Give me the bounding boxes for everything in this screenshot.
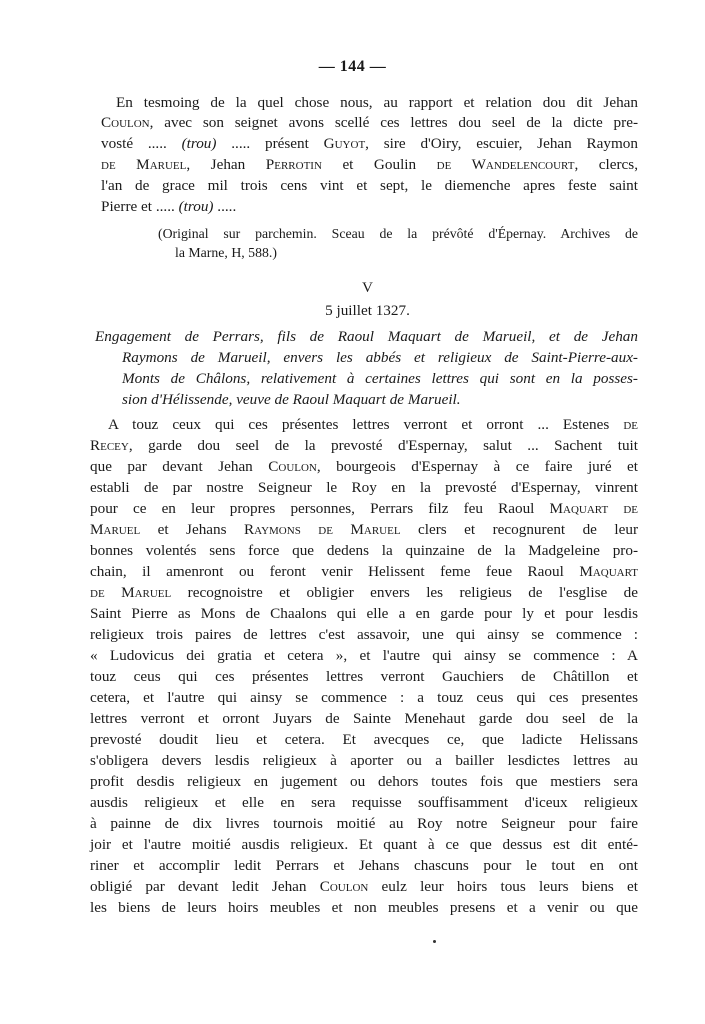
text-line: de Maruel, Jehan Perrotin et Goulin de Wandelencourt, clercs, — [101, 156, 638, 173]
text-line: « Ludovicus dei gratia et cetera », et l'autre qui ainsy se commence : A — [90, 647, 638, 664]
summary-line: Engagement de Perrars, fils de Raoul Maquart de Marueil, et de Jehan — [95, 328, 638, 345]
section-date: 5 juillet 1327. — [325, 302, 410, 319]
text-line: riner et accomplir ledit Perrars et Jehans chascuns pour le tout en ont — [90, 857, 638, 874]
text-line: Coulon, avec son seignet avons scellé ces lettres dou seel de la dicte pre- — [101, 114, 638, 131]
text-line: de Maruel recognoistre et obligier envers les religieus de l'esglise de — [90, 584, 638, 601]
text-line: prevosté doudit lieu et cetera. Et avecques ce, que ladicte Helissans — [90, 731, 638, 748]
text-line: chain, il amenront ou feront venir Helissent feme feue Raoul Maquart — [90, 563, 638, 580]
text-line: cetera, et l'autre qui ainsy se commence : a touz ceus qui ces presentes — [90, 689, 638, 706]
summary-line: Monts de Châlons, relativement à certaines lettres qui sont en la posses- — [122, 370, 638, 387]
text-line: bonnes volentés sens force que dedens la quinzaine de la Madgeleine pro- — [90, 542, 638, 559]
text-line: Saint Pierre as Mons de Chaalons qui elle a en garde pour ly et pour lesdis — [90, 605, 638, 622]
text-line: l'an de grace mil trois cens vint et sept, le diemenche apres feste saint — [101, 177, 638, 194]
text-line: Maruel et Jehans Raymons de Maruel clers et recognurent de leur — [90, 521, 639, 538]
text-line: ausdis religieux et elle en sera requisse souffisamment d'iceux religieux — [90, 794, 638, 811]
text-line: que par devant Jehan Coulon, bourgeois d'Espernay à ce faire juré et — [90, 458, 638, 475]
text-line: religieux trois paires de lettres c'est assavoir, une qui ainsy se commence : — [90, 626, 638, 643]
text-line: establi de par nostre Seigneur le Roy en la prevosté d'Espernay, vinrent — [90, 479, 638, 496]
source-note-line: la Marne, H, 588.) — [175, 245, 277, 260]
text-line: A touz ceux qui ces présentes lettres verront et orront ... Estenes de — [108, 416, 638, 433]
summary-line: sion d'Hélissende, veuve de Raoul Maquart de Marueil. — [122, 391, 461, 408]
section-numeral: V — [362, 279, 373, 296]
text-line: En tesmoing de la quel chose nous, au rapport et relation dou dit Jehan — [116, 94, 638, 111]
text-line: Pierre et ..... (trou) ..... — [101, 198, 237, 215]
text-line: joir et l'autre moitié ausdis religieux. Et quant à ce que dessus est dit enté- — [90, 836, 638, 853]
ink-speck — [433, 940, 436, 943]
text-line: pour ce en leur propres personnes, Perrars filz feu Raoul Maquart de — [90, 500, 638, 517]
source-note-line: (Original sur parchemin. Sceau de la prévôté d'Épernay. Archives de — [158, 226, 638, 241]
text-line: Recey, garde dou seel de la prevosté d'Espernay, salut ... Sachent tuit — [90, 437, 638, 454]
text-line: lettres verront et orront Juyars de Sainte Menehaut garde dou seel de la — [90, 710, 638, 727]
text-line: s'obligera devers lesdis religieux à aporter ou a bailler lesdictes lettres au — [90, 752, 638, 769]
page-number: — 144 — — [318, 58, 387, 75]
text-line: obligié par devant ledit Jehan Coulon eulz leur hoirs tous leurs biens et — [90, 878, 638, 895]
text-line: les biens de leurs hoirs meubles et non meubles presens et a venir ou que — [90, 899, 638, 916]
text-line: vosté ..... (trou) ..... présent Guyot, sire d'Oiry, escuier, Jehan Raymon — [101, 135, 638, 152]
text-line: à painne de dix livres tournois moitié au Roy notre Seigneur pour faire — [90, 815, 638, 832]
text-line: profit desdis religieux en jugement ou dehors toutes fois que mestiers sera — [90, 773, 638, 790]
text-line: touz ceus qui ces présentes lettres verront Gauchiers de Châtillon et — [90, 668, 638, 685]
summary-line: Raymons de Marueil, envers les abbés et religieux de Saint-Pierre-aux- — [122, 349, 638, 366]
